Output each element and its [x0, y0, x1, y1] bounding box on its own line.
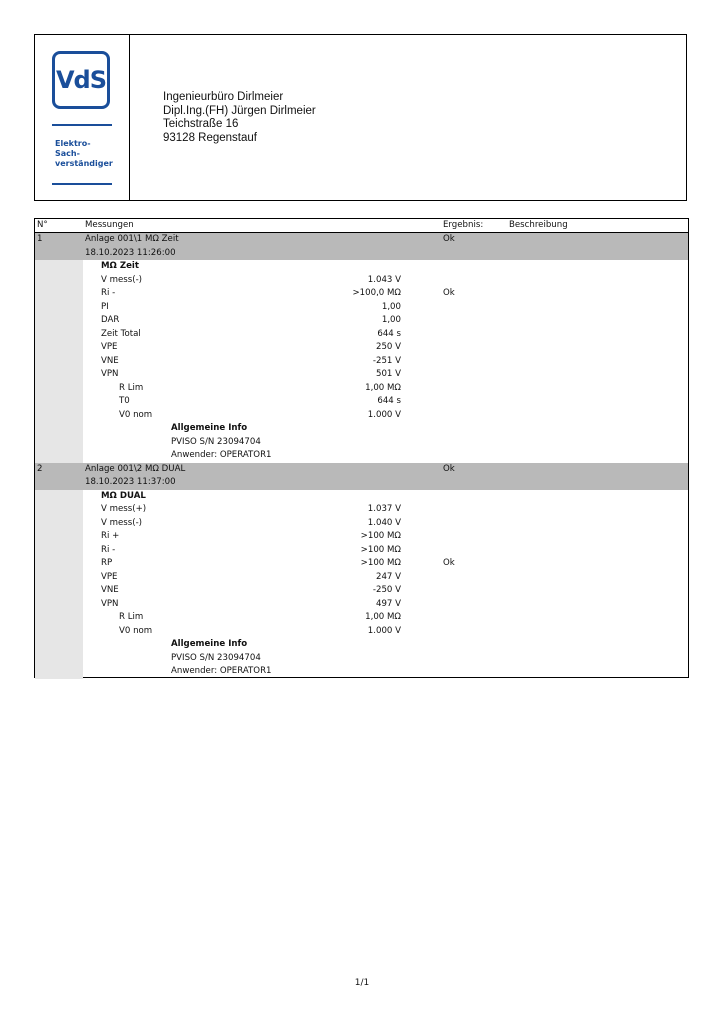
measurement-row — [35, 274, 688, 288]
measurement-label: V0 nom — [119, 625, 153, 636]
section-heading-row — [35, 490, 688, 504]
measurement-value: 1.040 V — [367, 517, 401, 528]
entry-datetime: 18.10.2023 11:37:00 — [85, 477, 176, 487]
measurement-value: >100 MΩ — [360, 531, 401, 541]
measurement-row — [35, 301, 688, 315]
info-heading-row — [35, 638, 688, 652]
measurement-row — [35, 530, 688, 544]
measurement-row — [35, 382, 688, 396]
measurement-value: >100 MΩ — [360, 544, 401, 555]
page-number: 1/1 — [354, 978, 370, 988]
col-header-nr: N° — [37, 220, 48, 230]
measurement-row — [35, 557, 688, 571]
measurement-row — [35, 584, 688, 598]
entry-result: Ok — [443, 463, 455, 474]
measurement-label: PI — [101, 301, 109, 312]
entry-title: Anlage 001\2 MΩ DUAL — [85, 463, 186, 474]
measurement-label: VPN — [101, 369, 119, 379]
measurement-value: 1.037 V — [367, 504, 401, 514]
measurement-row — [35, 368, 688, 382]
measurement-value: 644 s — [377, 396, 401, 406]
table-header — [35, 219, 688, 233]
entry-title: Anlage 001\1 MΩ Zeit — [85, 234, 179, 244]
logo-divider — [52, 124, 112, 126]
measurement-label: VNE — [101, 585, 119, 595]
measurement-value: 1.000 V — [367, 409, 401, 420]
measurement-value: 1,00 MΩ — [365, 382, 401, 393]
address-line: Dipl.Ing.(FH) Jürgen Dirlmeier — [163, 104, 316, 117]
info-row — [35, 652, 688, 666]
section-heading: MΩ DUAL — [101, 490, 146, 501]
measurement-label: VNE — [101, 355, 119, 366]
measurement-row — [35, 341, 688, 355]
measurement-label: Zeit Total — [101, 328, 141, 339]
measurement-value: 1,00 — [381, 301, 401, 312]
address-line: Teichstraße 16 — [163, 118, 239, 130]
measurement-row — [35, 611, 688, 625]
info-line: Anwender: OPERATOR1 — [171, 450, 272, 460]
vds-logo: VdS — [52, 51, 110, 109]
logo-caption-line: Elektro- — [55, 139, 91, 148]
entry-number: 1 — [37, 234, 43, 244]
measurement-value: 1,00 MΩ — [365, 612, 401, 622]
info-heading: Allgemeine Info — [171, 423, 248, 433]
measurement-row — [35, 355, 688, 369]
entry-title-row — [35, 233, 688, 247]
measurement-value: 644 s — [377, 328, 401, 339]
entry-header — [35, 463, 688, 490]
section-heading-row — [35, 260, 688, 274]
info-heading: Allgemeine Info — [171, 639, 248, 649]
measurement-value: 247 V — [375, 571, 401, 582]
measurement-label: V mess(+) — [101, 504, 147, 514]
measurement-row — [35, 328, 688, 342]
logo-divider — [52, 183, 112, 185]
section-heading: MΩ Zeit — [101, 261, 139, 271]
measurement-value: 497 V — [375, 598, 401, 609]
logo-caption-line: Sach- — [55, 149, 80, 158]
measurement-value: 1,00 — [381, 315, 401, 325]
entry-datetime: 18.10.2023 11:26:00 — [85, 247, 176, 258]
measurement-row — [35, 287, 688, 301]
measurement-label: R Lim — [119, 612, 144, 622]
measurement-row — [35, 409, 688, 423]
measurement-row — [35, 544, 688, 558]
measurement-value: -251 V — [372, 355, 401, 366]
address-line: Ingenieurbüro Dirlmeier — [163, 91, 284, 103]
measurement-row — [35, 503, 688, 517]
measurement-label: RP — [101, 558, 113, 568]
measurement-row — [35, 598, 688, 612]
logo-caption-line: verständiger — [55, 159, 113, 168]
measurement-result: Ok — [443, 288, 455, 298]
entry-date-row — [35, 476, 688, 490]
measurement-label: Ri - — [101, 288, 116, 298]
letterhead — [34, 34, 687, 201]
measurement-row — [35, 571, 688, 585]
measurement-label: VPE — [101, 571, 118, 582]
entry-result: Ok — [443, 234, 455, 244]
measurement-row — [35, 395, 688, 409]
vds-logo-caption — [55, 139, 125, 169]
info-row — [35, 449, 688, 463]
company-address — [163, 91, 316, 145]
measurement-value: >100,0 MΩ — [352, 288, 401, 298]
measurement-row — [35, 517, 688, 531]
info-line: PVISO S/N 23094704 — [171, 436, 261, 447]
measurement-label: V0 nom — [119, 409, 153, 420]
measurement-result: Ok — [443, 558, 455, 568]
measurement-label: R Lim — [119, 382, 144, 393]
col-header-ergebnis: Ergebnis: — [443, 220, 484, 230]
info-row — [35, 665, 688, 679]
measurement-label: V mess(-) — [101, 517, 143, 528]
entry-title-row — [35, 463, 688, 477]
col-header-beschreibung: Beschreibung — [509, 220, 568, 230]
measurement-row — [35, 625, 688, 639]
measurement-label: VPN — [101, 598, 119, 609]
col-header-messungen: Messungen — [85, 220, 134, 230]
measurement-value: 250 V — [375, 342, 401, 352]
measurement-label: T0 — [119, 396, 130, 406]
entry-header — [35, 233, 688, 260]
info-heading-row — [35, 422, 688, 436]
info-line: PVISO S/N 23094704 — [171, 652, 261, 663]
measurement-value: >100 MΩ — [360, 558, 401, 568]
measurement-value: 1.043 V — [367, 274, 401, 285]
measurement-value: 501 V — [375, 369, 401, 379]
measurement-value: 1.000 V — [367, 625, 401, 636]
entry-number: 2 — [37, 463, 43, 474]
info-line: Anwender: OPERATOR1 — [171, 666, 272, 676]
address-line: 93128 Regenstauf — [163, 131, 257, 144]
logo-cell — [35, 35, 130, 200]
info-row — [35, 436, 688, 450]
measurement-table — [34, 218, 689, 678]
measurement-row — [35, 314, 688, 328]
entry-date-row — [35, 247, 688, 261]
measurement-value: -250 V — [372, 585, 401, 595]
measurement-label: Ri - — [101, 544, 116, 555]
measurement-label: V mess(-) — [101, 274, 143, 285]
measurement-label: VPE — [101, 342, 118, 352]
measurement-label: Ri + — [101, 531, 120, 541]
measurement-label: DAR — [101, 315, 120, 325]
